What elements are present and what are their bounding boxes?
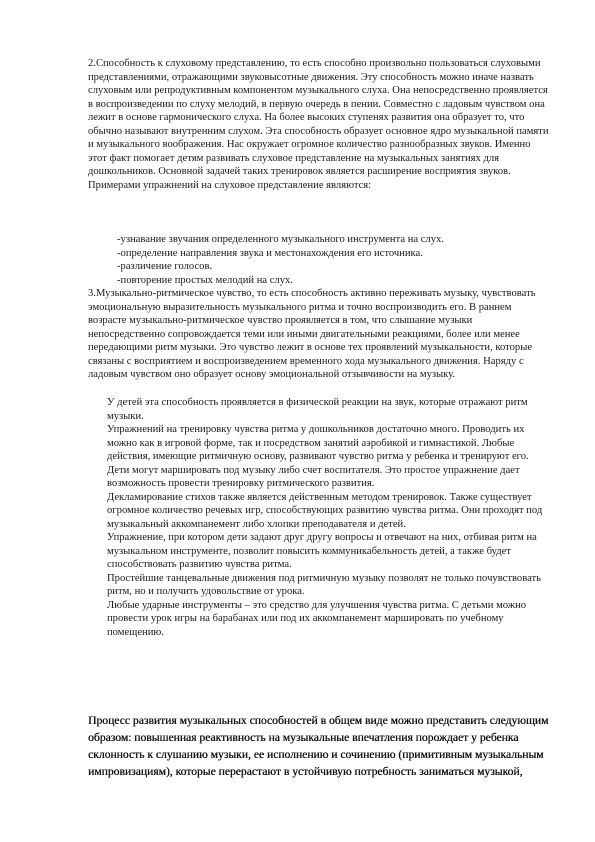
list-item: Любые ударные инструменты – это средство для улучшения чувства ритма. С детьми можно провести урок игры на барабанах или под их аккомпанемент маршировать по учебному помещению. bbox=[107, 599, 527, 638]
list-item: Упражнение, при котором дети задают друг другу вопросы и отвечают на них, отбивая ритм на музыкальном инструменте, позволит повысить коммуникабельность детей, а также будет способствовать развитию чувства ритма. bbox=[107, 532, 537, 570]
section-2-paragraph: 2.Способность к слуховому представлению, то есть способно произвольно пользоваться слуховыми представлениями, отражающими звуковысотные движения. Эту способность можно иначе назвать слуховым или репродуктивным компонентом музыкального слуха. Она непосредственно проявляется в воспроизведении по слуху мелодий, в первую очередь в пении. Совместно с ладовым чувством она лежит в основе гармонического слуха. На более высоких ступенях развития она образует то, что обычно называют внутренним слухом. Эта способность образует основное ядро музыкальной памяти и музыкального воображения. Нас окружает огромное количество разнообразных звуков. Именно этот факт помогает детям развивать слуховое представление на музыкальных занятиях для дошкольников. Основной задачей таких тренировок является расширение восприятия звуков. Примерами упражнений на слуховое представление являются: bbox=[88, 58, 549, 191]
list-item: Дети могут маршировать под музыку либо счет воспитателя. Это простое упражнение дает возможность провести тренировку ритмического развития. bbox=[107, 464, 520, 489]
closing-paragraph: Процесс развития музыкальных способностей в общем виде можно представить следующим образом: повышенная реактивность на музыкальные впечатления порождает у ребенка склонность к слушанию музыки, ее исполнению и сочинению (примитивным музыкальным импровизациям), которые перерастают в устойчивую потребность заниматься музыкой, bbox=[88, 714, 549, 778]
auditory-exercises-list bbox=[117, 233, 444, 287]
list-item: Декламирование стихов также является действенным методом тренировок. Также существует огромное количество речевых игр, способствующих развитию чувства ритма. Они проходят под музыкальный аккомпанемент либо хлопки преподавателя и детей. bbox=[107, 491, 543, 530]
list-item: -определение направления звука и местонахождения его источника. bbox=[117, 247, 423, 259]
list-item: Простейшие танцевальные движения под ритмичную музыку позволят не только почувствовать ритм, но и получить удовольствие от урока. bbox=[107, 572, 541, 597]
list-item: У детей эта способность проявляется в физической реакции на звук, которые отражают ритм музыки. bbox=[107, 397, 528, 422]
list-item: -различение голосов. bbox=[117, 261, 213, 272]
rhythm-exercises-list bbox=[107, 396, 551, 639]
section-3-paragraph: 3.Музыкально-ритмическое чувство, то есть способность активно переживать музыку, чувствовать эмоциональную выразительность музыкального ритма и точно воспроизводить его. В раннем возрасте музыкально-ритмическое чувство проявляется в том, что слышание музыки непосредственно сопровождается теми или иными двигательными реакциями, более или менее передающими ритм музыки. Это чувство лежит в основе тех проявлений музыкальности, которые связаны с восприятием и воспроизведением временного хода музыкального движения. Наряду с ладовым чувством оно образует основу эмоциональной отзывчивости на музыку. bbox=[88, 288, 536, 380]
list-item: -повторение простых мелодий на слух. bbox=[117, 274, 293, 286]
list-item: -узнавание звучания определенного музыкального инструмента на слух. bbox=[117, 234, 444, 245]
list-item: Упражнений на тренировку чувства ритма у дошкольников достаточно много. Проводить их можно как в игровой форме, так и посредством занятий аэробикой и гимнастикой. Любые действия, имеющие ритмичную основу, развивают чувство ритма у ребенка и тренируют его. bbox=[107, 424, 529, 462]
